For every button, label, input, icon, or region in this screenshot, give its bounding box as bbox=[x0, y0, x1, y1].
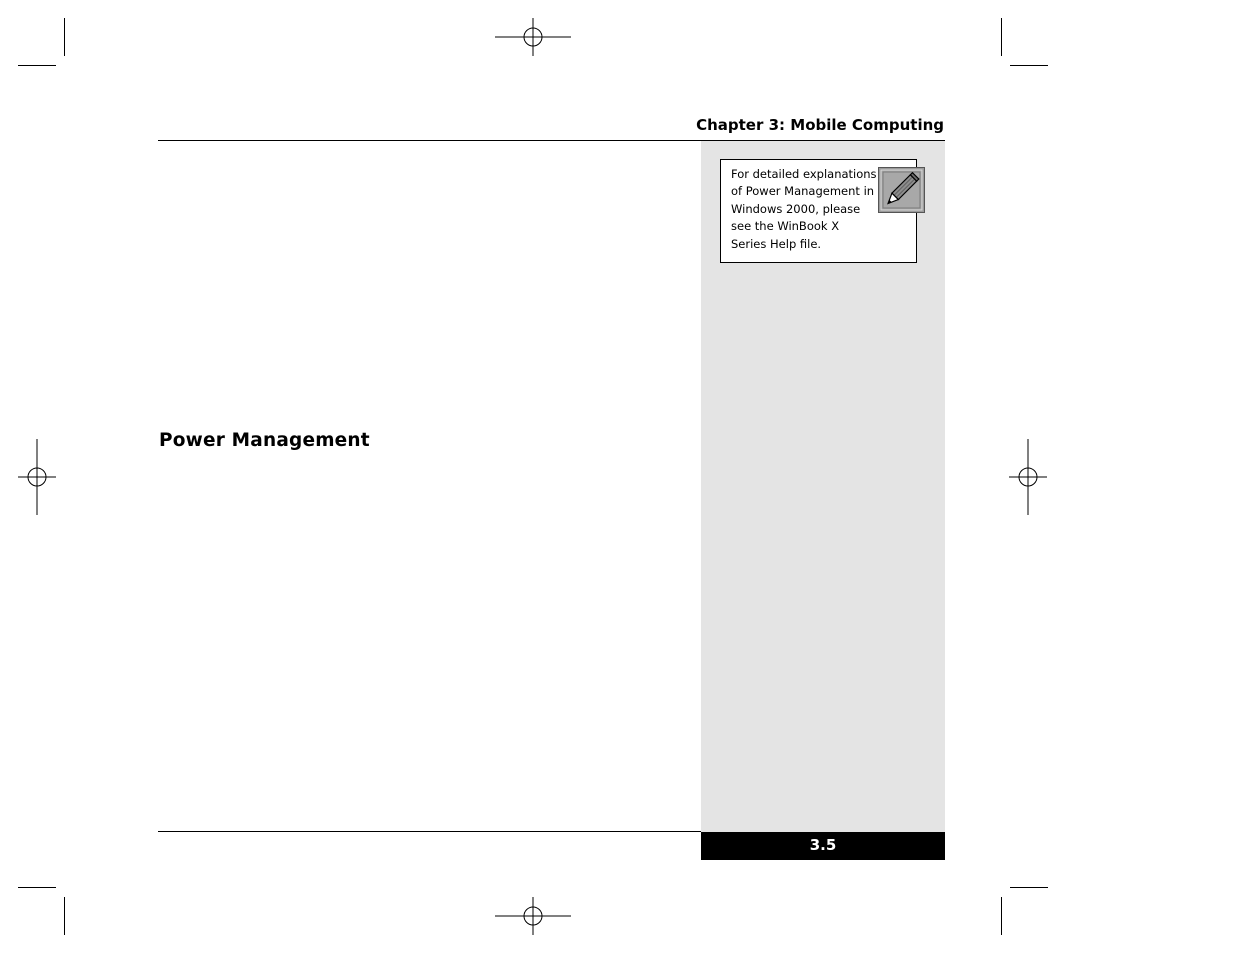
footer-rule bbox=[158, 831, 701, 832]
registration-mark-bottom bbox=[495, 897, 571, 935]
registration-mark-top bbox=[495, 18, 571, 56]
note-text: For detailed explanations of Power Management in Windows 2000, please see the WinBook X Series Help file. bbox=[731, 167, 877, 251]
running-header-title: Chapter 3: Mobile Computing bbox=[696, 116, 944, 134]
section-heading: Power Management bbox=[159, 430, 370, 451]
registration-mark-left bbox=[18, 439, 56, 515]
header-rule bbox=[158, 140, 945, 141]
pencil-icon bbox=[878, 167, 925, 213]
page-number: 3.5 bbox=[701, 832, 945, 860]
registration-mark-right bbox=[1009, 439, 1047, 515]
